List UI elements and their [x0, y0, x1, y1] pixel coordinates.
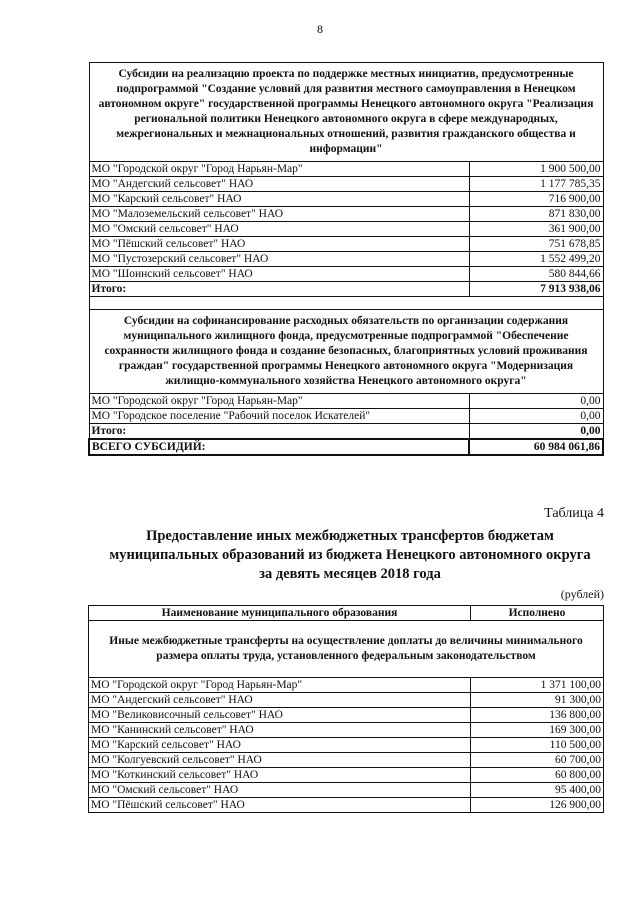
municipality-name: МО "Андегский сельсовет" НАО [89, 693, 471, 708]
title-line: Предоставление иных межбюджетных трансфертов бюджетам [146, 528, 554, 544]
municipality-name: МО "Карский сельсовет" НАО [89, 738, 471, 753]
spacer-row [89, 297, 603, 310]
table-row [89, 237, 603, 252]
column-header-value: Исполнено [471, 606, 604, 621]
amount: 0,00 [469, 409, 603, 424]
municipality-name: МО "Великовисочный сельсовет" НАО [89, 708, 471, 723]
table-row [89, 394, 603, 409]
spacer-cell [89, 297, 603, 310]
municipality-name: МО "Городской округ "Город Нарьян-Мар" [89, 678, 471, 693]
municipality-name: МО "Пёшский сельсовет" НАО [89, 798, 471, 813]
grand-total-value: 60 984 061,86 [469, 439, 603, 455]
table-row [89, 753, 604, 768]
section-header [89, 63, 603, 162]
amount: 1 177 785,35 [469, 177, 603, 192]
table-row [89, 207, 603, 222]
table-row [89, 678, 604, 693]
municipality-name: МО "Омский сельсовет" НАО [89, 222, 469, 237]
section-title: Субсидии на реализацию проекта по поддержке местных инициатив, предусмотренные подпрограммой "Создание условий для развития местного самоуправления в Ненецком автономном округе" государственной программы Ненецкого автономного округа "Реализация региональной политики Ненецкого автономного округа в сфере международных, межрегиональных и межнациональных отношений, развития гражданского общества и информации" [89, 63, 603, 162]
table-label: Таблица 4 [544, 506, 604, 521]
section-title: Иные межбюджетные трансферты на осуществление доплаты до величины минимального размера оплаты труда, установленного федеральным законодательством [89, 621, 604, 678]
municipality-name: МО "Городское поселение "Рабочий поселок Искателей" [89, 409, 469, 424]
table-row [89, 162, 603, 177]
municipality-name: МО "Андегский сельсовет" НАО [89, 177, 469, 192]
total-row [89, 424, 603, 440]
amount: 169 300,00 [471, 723, 604, 738]
table-row [89, 798, 604, 813]
municipality-name: МО "Карский сельсовет" НАО [89, 192, 469, 207]
title-line: муниципальных образований из бюджета Ненецкого автономного округа [109, 547, 591, 563]
municipality-name: МО "Малоземельский сельсовет" НАО [89, 207, 469, 222]
total-value: 0,00 [469, 424, 603, 440]
table-row [89, 192, 603, 207]
amount: 126 900,00 [471, 798, 604, 813]
section-title: Субсидии на софинансирование расходных обязательств по организации содержания муниципального жилищного фонда, предусмотренные подпрограммой "Обеспечение сохранности жилищного фонда и создание безопасных, благоприятных условий проживания граждан" государственной программы Ненецкого автономного округа "Модернизация жилищно-коммунального хозяйства Ненецкого автономного округа" [89, 310, 603, 394]
amount: 716 900,00 [469, 192, 603, 207]
amount: 1 371 100,00 [471, 678, 604, 693]
table-row [89, 708, 604, 723]
amount: 871 830,00 [469, 207, 603, 222]
municipality-name: МО "Шоинский сельсовет" НАО [89, 267, 469, 282]
amount: 751 678,85 [469, 237, 603, 252]
table-row [89, 723, 604, 738]
amount: 110 500,00 [471, 738, 604, 753]
header-row [89, 606, 604, 621]
total-row [89, 282, 603, 297]
amount: 1 552 499,20 [469, 252, 603, 267]
table-row [89, 267, 603, 282]
column-header-name: Наименование муниципального образования [89, 606, 471, 621]
municipality-name: МО "Коткинский сельсовет" НАО [89, 768, 471, 783]
grand-total-row [89, 439, 603, 455]
municipality-name: МО "Городской округ "Город Нарьян-Мар" [89, 162, 469, 177]
amount: 60 700,00 [471, 753, 604, 768]
table-row [89, 252, 603, 267]
table-row [89, 177, 603, 192]
section-header [89, 621, 604, 678]
amount: 91 300,00 [471, 693, 604, 708]
table-row [89, 693, 604, 708]
table-row [89, 409, 603, 424]
total-label: Итого: [89, 282, 469, 297]
municipality-name: МО "Городской округ "Город Нарьян-Мар" [89, 394, 469, 409]
amount: 0,00 [469, 394, 603, 409]
table-row [89, 738, 604, 753]
municipality-name: МО "Пустозерский сельсовет" НАО [89, 252, 469, 267]
table-row [89, 768, 604, 783]
table-row [89, 783, 604, 798]
amount: 580 844,66 [469, 267, 603, 282]
total-value: 7 913 938,06 [469, 282, 603, 297]
table-row [89, 222, 603, 237]
amount: 60 800,00 [471, 768, 604, 783]
units-label: (рублей) [560, 587, 604, 601]
municipality-name: МО "Колгуевский сельсовет" НАО [89, 753, 471, 768]
subsidies-table [88, 62, 604, 456]
page-title [60, 527, 640, 584]
amount: 95 400,00 [471, 783, 604, 798]
grand-total-label: ВСЕГО СУБСИДИЙ: [89, 439, 469, 455]
amount: 1 900 500,00 [469, 162, 603, 177]
municipality-name: МО "Канинский сельсовет" НАО [89, 723, 471, 738]
total-label: Итого: [89, 424, 469, 440]
transfers-table [88, 605, 604, 813]
municipality-name: МО "Омский сельсовет" НАО [89, 783, 471, 798]
municipality-name: МО "Пёшский сельсовет" НАО [89, 237, 469, 252]
title-line: за девять месяцев 2018 года [259, 566, 441, 582]
section-header [89, 310, 603, 394]
amount: 136 800,00 [471, 708, 604, 723]
page-number: 8 [317, 22, 323, 36]
amount: 361 900,00 [469, 222, 603, 237]
